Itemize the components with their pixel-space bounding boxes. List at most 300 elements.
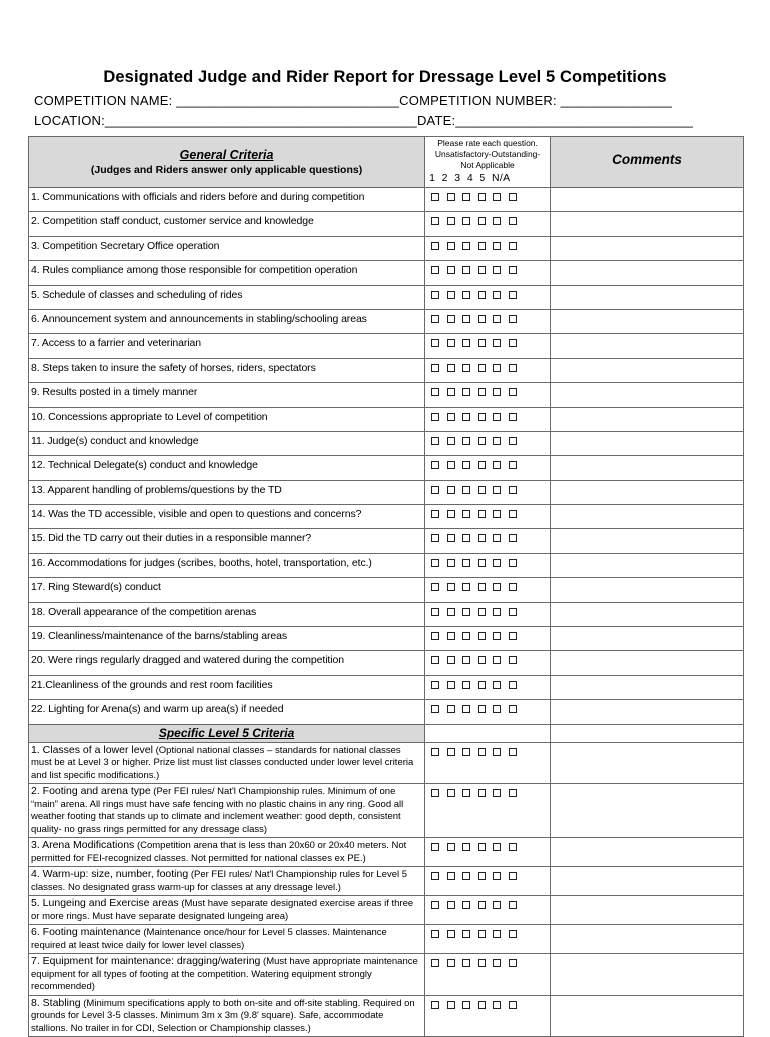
rating-header [425, 137, 551, 188]
criteria-detail: (Per FEI rules/ Nat'l Championship rules. Minimum of one “main” arena. All rings must have safe fencing with no plastic chains in any ring. Good all weather footing that stands up to climate and inclement weather: good depth, consistent quality- no grass rings permitted for any dressage class) [31, 786, 404, 835]
specific-criteria-question [29, 867, 425, 896]
comment-cell[interactable] [551, 627, 744, 651]
rating-checkboxes [425, 925, 551, 954]
rating-checkbox-4[interactable] [478, 510, 486, 518]
criteria-detail: (Minimum specifications apply to both on-site and off-site stabling. Required on grounds for Level 3-5 classes. Minimum 3m x 3m (9.8' square). Safe, accommodate stallions. No trailer in for CDI, Selection or Championship classes.) [31, 997, 415, 1034]
rating-checkbox-1[interactable] [431, 291, 439, 299]
comment-cell[interactable] [551, 212, 744, 236]
rating-checkbox-1[interactable] [431, 705, 439, 713]
rating-na-label: Not Applicable [460, 160, 515, 170]
comment-cell[interactable] [551, 188, 744, 212]
rating-checkbox-1[interactable] [431, 681, 439, 689]
rating-checkbox-3[interactable] [462, 315, 470, 323]
comment-cell[interactable] [551, 236, 744, 260]
comment-cell[interactable] [551, 553, 744, 577]
rating-checkbox-2[interactable] [447, 930, 455, 938]
rating-checkbox-na[interactable] [509, 364, 517, 372]
rating-checkbox-1[interactable] [431, 193, 439, 201]
rating-checkbox-1[interactable] [431, 510, 439, 518]
empty-cell [425, 724, 551, 742]
rating-checkbox-2[interactable] [447, 364, 455, 372]
rating-checkbox-5[interactable] [493, 315, 501, 323]
comment-cell[interactable] [551, 700, 744, 724]
rating-checkbox-2[interactable] [447, 872, 455, 880]
comment-cell[interactable] [551, 309, 744, 333]
rating-checkbox-1[interactable] [431, 632, 439, 640]
rating-checkbox-2[interactable] [447, 486, 455, 494]
rating-checkbox-4[interactable] [478, 437, 486, 445]
comment-cell[interactable] [551, 838, 744, 867]
rating-checkbox-1[interactable] [431, 266, 439, 274]
comment-cell[interactable] [551, 431, 744, 455]
rating-checkbox-5[interactable] [493, 748, 501, 756]
rating-checkboxes [425, 627, 551, 651]
comment-cell[interactable] [551, 261, 744, 285]
rating-checkbox-3[interactable] [462, 843, 470, 851]
specific-criteria-question [29, 954, 425, 996]
table-header-row [29, 137, 744, 188]
competition-name-number-line[interactable]: COMPETITION NAME: ______________________________COMPETITION NUMBER: _______________ [34, 93, 673, 108]
rating-checkbox-1[interactable] [431, 388, 439, 396]
rating-checkbox-1[interactable] [431, 315, 439, 323]
rating-checkbox-5[interactable] [493, 583, 501, 591]
rating-checkbox-na[interactable] [509, 510, 517, 518]
rating-checkbox-4[interactable] [478, 193, 486, 201]
comments-header [551, 137, 744, 188]
rating-checkbox-na[interactable] [509, 681, 517, 689]
rating-checkbox-4[interactable] [478, 388, 486, 396]
rating-checkbox-4[interactable] [478, 843, 486, 851]
report-table [28, 136, 744, 1037]
rating-checkbox-2[interactable] [447, 705, 455, 713]
rating-checkbox-3[interactable] [462, 930, 470, 938]
rating-checkbox-3[interactable] [462, 437, 470, 445]
general-criteria-row [29, 383, 744, 407]
criteria-question: 10. Concessions appropriate to Level of competition [29, 407, 425, 431]
rating-checkbox-4[interactable] [478, 339, 486, 347]
rating-checkbox-4[interactable] [478, 461, 486, 469]
rating-checkbox-na[interactable] [509, 872, 517, 880]
rating-instructions: Please rate each question. [437, 138, 538, 148]
rating-checkbox-2[interactable] [447, 748, 455, 756]
rating-checkbox-4[interactable] [478, 364, 486, 372]
rating-checkbox-2[interactable] [447, 510, 455, 518]
rating-checkboxes [425, 212, 551, 236]
comment-cell[interactable] [551, 995, 744, 1037]
rating-checkbox-na[interactable] [509, 583, 517, 591]
rating-checkbox-na[interactable] [509, 242, 517, 250]
comment-cell[interactable] [551, 742, 744, 784]
general-criteria-header [29, 137, 425, 188]
general-criteria-row [29, 700, 744, 724]
rating-checkbox-5[interactable] [493, 291, 501, 299]
criteria-question: 1. Communications with officials and riders before and during competition [29, 188, 425, 212]
rating-checkboxes [425, 505, 551, 529]
rating-checkbox-na[interactable] [509, 789, 517, 797]
rating-checkbox-3[interactable] [462, 959, 470, 967]
rating-checkboxes [425, 261, 551, 285]
rating-checkbox-4[interactable] [478, 930, 486, 938]
rating-checkbox-5[interactable] [493, 959, 501, 967]
comment-cell[interactable] [551, 784, 744, 838]
rating-checkbox-4[interactable] [478, 681, 486, 689]
rating-checkbox-5[interactable] [493, 705, 501, 713]
rating-checkbox-3[interactable] [462, 388, 470, 396]
rating-checkbox-4[interactable] [478, 559, 486, 567]
rating-checkbox-na[interactable] [509, 1001, 517, 1009]
rating-checkbox-1[interactable] [431, 339, 439, 347]
rating-checkbox-5[interactable] [493, 843, 501, 851]
rating-checkbox-na[interactable] [509, 959, 517, 967]
rating-checkbox-2[interactable] [447, 901, 455, 909]
rating-checkboxes [425, 896, 551, 925]
general-criteria-row [29, 602, 744, 626]
criteria-label: 8. Stabling [31, 996, 81, 1009]
rating-checkbox-1[interactable] [431, 1001, 439, 1009]
rating-checkbox-2[interactable] [447, 193, 455, 201]
rating-checkbox-5[interactable] [493, 339, 501, 347]
comment-cell[interactable] [551, 925, 744, 954]
rating-checkbox-4[interactable] [478, 315, 486, 323]
rating-checkbox-na[interactable] [509, 559, 517, 567]
rating-checkbox-1[interactable] [431, 656, 439, 664]
general-criteria-row [29, 627, 744, 651]
rating-checkbox-1[interactable] [431, 486, 439, 494]
rating-checkbox-2[interactable] [447, 291, 455, 299]
comment-cell[interactable] [551, 867, 744, 896]
location-date-line[interactable]: LOCATION:__________________________________________DATE:________________________________ [34, 113, 694, 128]
rating-checkbox-3[interactable] [462, 608, 470, 616]
general-criteria-row [29, 236, 744, 260]
comment-cell[interactable] [551, 456, 744, 480]
rating-checkbox-3[interactable] [462, 583, 470, 591]
rating-checkbox-3[interactable] [462, 266, 470, 274]
comment-cell[interactable] [551, 480, 744, 504]
general-criteria-row [29, 480, 744, 504]
criteria-label: 6. Footing maintenance [31, 926, 141, 939]
rating-checkbox-3[interactable] [462, 193, 470, 201]
rating-checkbox-1[interactable] [431, 242, 439, 250]
rating-checkbox-3[interactable] [462, 534, 470, 542]
general-criteria-row [29, 309, 744, 333]
rating-checkbox-1[interactable] [431, 748, 439, 756]
criteria-question: 21.Cleanliness of the grounds and rest room facilities [29, 675, 425, 699]
rating-checkbox-na[interactable] [509, 217, 517, 225]
rating-checkbox-na[interactable] [509, 315, 517, 323]
rating-checkbox-na[interactable] [509, 705, 517, 713]
rating-checkbox-4[interactable] [478, 291, 486, 299]
rating-checkbox-3[interactable] [462, 559, 470, 567]
rating-checkbox-3[interactable] [462, 901, 470, 909]
rating-checkbox-3[interactable] [462, 242, 470, 250]
criteria-detail: (Maintenance once/hour for Level 5 classes. Maintenance required at least twice daily for lower level classes) [31, 927, 387, 951]
rating-checkbox-2[interactable] [447, 608, 455, 616]
rating-checkbox-5[interactable] [493, 242, 501, 250]
rating-checkbox-1[interactable] [431, 872, 439, 880]
rating-checkboxes [425, 784, 551, 838]
form-title: Designated Judge and Rider Report for Dressage Level 5 Competitions [103, 68, 667, 86]
criteria-question: 3. Competition Secretary Office operation [29, 236, 425, 260]
rating-checkboxes [425, 285, 551, 309]
criteria-detail: (Optional national classes – standards for national classes must be at Level 3 or higher. Prize list must list classes conducted under lower level criteria and list specific modifications.) [31, 744, 414, 781]
rating-checkbox-4[interactable] [478, 632, 486, 640]
rating-checkboxes [425, 480, 551, 504]
general-criteria-row [29, 505, 744, 529]
rating-checkbox-na[interactable] [509, 632, 517, 640]
rating-checkbox-5[interactable] [493, 413, 501, 421]
rating-checkbox-2[interactable] [447, 315, 455, 323]
rating-checkbox-na[interactable] [509, 339, 517, 347]
criteria-question: 13. Apparent handling of problems/questions by the TD [29, 480, 425, 504]
general-criteria-title: General Criteria [179, 148, 274, 162]
rating-checkbox-3[interactable] [462, 217, 470, 225]
rating-checkbox-1[interactable] [431, 608, 439, 616]
rating-checkbox-3[interactable] [462, 291, 470, 299]
rating-checkboxes [425, 236, 551, 260]
general-criteria-row [29, 578, 744, 602]
rating-checkbox-3[interactable] [462, 632, 470, 640]
rating-checkbox-2[interactable] [447, 339, 455, 347]
rating-checkbox-1[interactable] [431, 930, 439, 938]
rating-checkbox-na[interactable] [509, 437, 517, 445]
rating-checkbox-2[interactable] [447, 388, 455, 396]
rating-checkboxes [425, 700, 551, 724]
comment-cell[interactable] [551, 578, 744, 602]
criteria-question: 4. Rules compliance among those responsible for competition operation [29, 261, 425, 285]
rating-checkbox-5[interactable] [493, 461, 501, 469]
criteria-question: 15. Did the TD carry out their duties in a responsible manner? [29, 529, 425, 553]
rating-checkbox-2[interactable] [447, 632, 455, 640]
rating-checkbox-1[interactable] [431, 461, 439, 469]
criteria-question: 20. Were rings regularly dragged and watered during the competition [29, 651, 425, 675]
rating-checkbox-1[interactable] [431, 559, 439, 567]
rating-checkbox-4[interactable] [478, 266, 486, 274]
rating-checkboxes [425, 407, 551, 431]
rating-checkbox-3[interactable] [462, 413, 470, 421]
criteria-question: 14. Was the TD accessible, visible and open to questions and concerns? [29, 505, 425, 529]
rating-checkbox-3[interactable] [462, 681, 470, 689]
rating-checkbox-1[interactable] [431, 843, 439, 851]
rating-checkbox-na[interactable] [509, 388, 517, 396]
rating-checkbox-3[interactable] [462, 705, 470, 713]
rating-checkbox-5[interactable] [493, 486, 501, 494]
criteria-question: 9. Results posted in a timely manner [29, 383, 425, 407]
rating-checkbox-4[interactable] [478, 959, 486, 967]
rating-checkbox-2[interactable] [447, 534, 455, 542]
rating-checkbox-1[interactable] [431, 437, 439, 445]
criteria-question: 7. Access to a farrier and veterinarian [29, 334, 425, 358]
rating-checkboxes [425, 456, 551, 480]
rating-checkbox-2[interactable] [447, 413, 455, 421]
rating-checkbox-2[interactable] [447, 266, 455, 274]
rating-checkbox-4[interactable] [478, 413, 486, 421]
rating-checkboxes [425, 553, 551, 577]
rating-checkbox-4[interactable] [478, 534, 486, 542]
rating-checkbox-na[interactable] [509, 748, 517, 756]
rating-checkbox-4[interactable] [478, 705, 486, 713]
rating-checkbox-4[interactable] [478, 901, 486, 909]
rating-checkbox-2[interactable] [447, 461, 455, 469]
rating-checkbox-4[interactable] [478, 486, 486, 494]
rating-checkbox-2[interactable] [447, 583, 455, 591]
specific-criteria-question [29, 838, 425, 867]
general-criteria-row [29, 456, 744, 480]
specific-criteria-row [29, 995, 744, 1037]
rating-checkbox-na[interactable] [509, 656, 517, 664]
rating-checkbox-4[interactable] [478, 748, 486, 756]
general-criteria-subtitle: (Judges and Riders answer only applicable questions) [90, 164, 363, 176]
rating-checkbox-2[interactable] [447, 656, 455, 664]
rating-checkboxes [425, 838, 551, 867]
comment-cell[interactable] [551, 358, 744, 382]
rating-checkbox-5[interactable] [493, 266, 501, 274]
specific-criteria-question [29, 742, 425, 784]
rating-checkbox-5[interactable] [493, 217, 501, 225]
general-criteria-row [29, 285, 744, 309]
rating-checkbox-na[interactable] [509, 291, 517, 299]
rating-checkbox-3[interactable] [462, 461, 470, 469]
rating-checkbox-5[interactable] [493, 872, 501, 880]
rating-checkbox-2[interactable] [447, 959, 455, 967]
rating-checkbox-5[interactable] [493, 656, 501, 664]
rating-checkbox-5[interactable] [493, 437, 501, 445]
specific-criteria-row [29, 925, 744, 954]
criteria-question: 18. Overall appearance of the competition arenas [29, 602, 425, 626]
rating-checkbox-1[interactable] [431, 364, 439, 372]
rating-checkbox-3[interactable] [462, 656, 470, 664]
rating-checkbox-3[interactable] [462, 872, 470, 880]
rating-checkbox-3[interactable] [462, 789, 470, 797]
rating-checkbox-1[interactable] [431, 413, 439, 421]
specific-criteria-header [29, 724, 425, 742]
comment-cell[interactable] [551, 407, 744, 431]
rating-checkboxes [425, 358, 551, 382]
specific-criteria-title: Specific Level 5 Criteria [158, 725, 295, 740]
rating-checkbox-na[interactable] [509, 901, 517, 909]
rating-checkbox-na[interactable] [509, 266, 517, 274]
rating-checkboxes [425, 383, 551, 407]
rating-checkboxes [425, 334, 551, 358]
specific-criteria-row [29, 867, 744, 896]
rating-checkbox-1[interactable] [431, 217, 439, 225]
rating-checkboxes [425, 309, 551, 333]
rating-checkbox-5[interactable] [493, 364, 501, 372]
empty-cell [551, 724, 744, 742]
rating-checkboxes [425, 675, 551, 699]
rating-checkbox-4[interactable] [478, 217, 486, 225]
rating-checkbox-na[interactable] [509, 486, 517, 494]
rating-checkbox-3[interactable] [462, 486, 470, 494]
rating-legend: Unsatisfactory-Outstanding- [434, 149, 541, 159]
rating-checkbox-1[interactable] [431, 901, 439, 909]
criteria-label: 2. Footing and arena type [31, 785, 151, 798]
rating-checkbox-5[interactable] [493, 930, 501, 938]
comment-cell[interactable] [551, 505, 744, 529]
specific-criteria-row [29, 742, 744, 784]
general-criteria-row [29, 529, 744, 553]
rating-checkbox-5[interactable] [493, 559, 501, 567]
rating-checkbox-2[interactable] [447, 789, 455, 797]
general-criteria-row [29, 431, 744, 455]
rating-checkbox-1[interactable] [431, 789, 439, 797]
rating-checkboxes [425, 578, 551, 602]
rating-checkbox-5[interactable] [493, 789, 501, 797]
rating-checkboxes [425, 954, 551, 996]
rating-checkbox-4[interactable] [478, 242, 486, 250]
comment-cell[interactable] [551, 383, 744, 407]
rating-checkbox-na[interactable] [509, 843, 517, 851]
rating-checkbox-na[interactable] [509, 461, 517, 469]
rating-checkbox-4[interactable] [478, 789, 486, 797]
comment-cell[interactable] [551, 285, 744, 309]
criteria-detail: (Per FEI rules/ Nat'l Championship rules for Level 5 classes. No designated grass warm-up for classes at any dressage level.) [31, 869, 408, 893]
rating-checkbox-3[interactable] [462, 339, 470, 347]
rating-checkbox-5[interactable] [493, 1001, 501, 1009]
rating-checkbox-na[interactable] [509, 193, 517, 201]
rating-checkbox-5[interactable] [493, 681, 501, 689]
rating-checkbox-5[interactable] [493, 632, 501, 640]
criteria-question: 2. Competition staff conduct, customer service and knowledge [29, 212, 425, 236]
criteria-label: 1. Classes of a lower level [31, 743, 153, 756]
rating-checkbox-1[interactable] [431, 583, 439, 591]
rating-checkbox-na[interactable] [509, 608, 517, 616]
rating-checkbox-na[interactable] [509, 413, 517, 421]
rating-checkbox-3[interactable] [462, 748, 470, 756]
rating-checkboxes [425, 995, 551, 1037]
rating-checkbox-2[interactable] [447, 681, 455, 689]
rating-checkboxes [425, 529, 551, 553]
rating-checkboxes [425, 188, 551, 212]
comment-cell[interactable] [551, 602, 744, 626]
comment-cell[interactable] [551, 651, 744, 675]
rating-checkbox-2[interactable] [447, 843, 455, 851]
general-criteria-row [29, 675, 744, 699]
comment-cell[interactable] [551, 529, 744, 553]
comment-cell[interactable] [551, 954, 744, 996]
rating-checkbox-5[interactable] [493, 534, 501, 542]
rating-checkbox-3[interactable] [462, 364, 470, 372]
rating-checkbox-4[interactable] [478, 872, 486, 880]
rating-checkbox-5[interactable] [493, 608, 501, 616]
rating-checkbox-2[interactable] [447, 1001, 455, 1009]
rating-checkbox-1[interactable] [431, 959, 439, 967]
rating-checkbox-4[interactable] [478, 1001, 486, 1009]
rating-checkbox-na[interactable] [509, 534, 517, 542]
rating-checkbox-2[interactable] [447, 217, 455, 225]
comment-cell[interactable] [551, 675, 744, 699]
comment-cell[interactable] [551, 334, 744, 358]
rating-checkbox-4[interactable] [478, 608, 486, 616]
criteria-label: 5. Lungeing and Exercise areas [31, 897, 179, 910]
criteria-detail: (Must have appropriate maintenance equipment for all types of footing at the competition. Watering equipment strongly recommended) [31, 956, 418, 993]
rating-checkbox-4[interactable] [478, 656, 486, 664]
comment-cell[interactable] [551, 896, 744, 925]
rating-checkbox-3[interactable] [462, 510, 470, 518]
rating-checkbox-2[interactable] [447, 559, 455, 567]
rating-checkbox-5[interactable] [493, 510, 501, 518]
specific-criteria-question [29, 995, 425, 1037]
rating-checkbox-5[interactable] [493, 901, 501, 909]
rating-checkbox-2[interactable] [447, 437, 455, 445]
rating-checkbox-1[interactable] [431, 534, 439, 542]
rating-checkbox-4[interactable] [478, 583, 486, 591]
rating-checkboxes [425, 651, 551, 675]
rating-checkbox-3[interactable] [462, 1001, 470, 1009]
rating-checkbox-5[interactable] [493, 193, 501, 201]
rating-checkbox-2[interactable] [447, 242, 455, 250]
rating-checkbox-na[interactable] [509, 930, 517, 938]
rating-checkbox-5[interactable] [493, 388, 501, 396]
